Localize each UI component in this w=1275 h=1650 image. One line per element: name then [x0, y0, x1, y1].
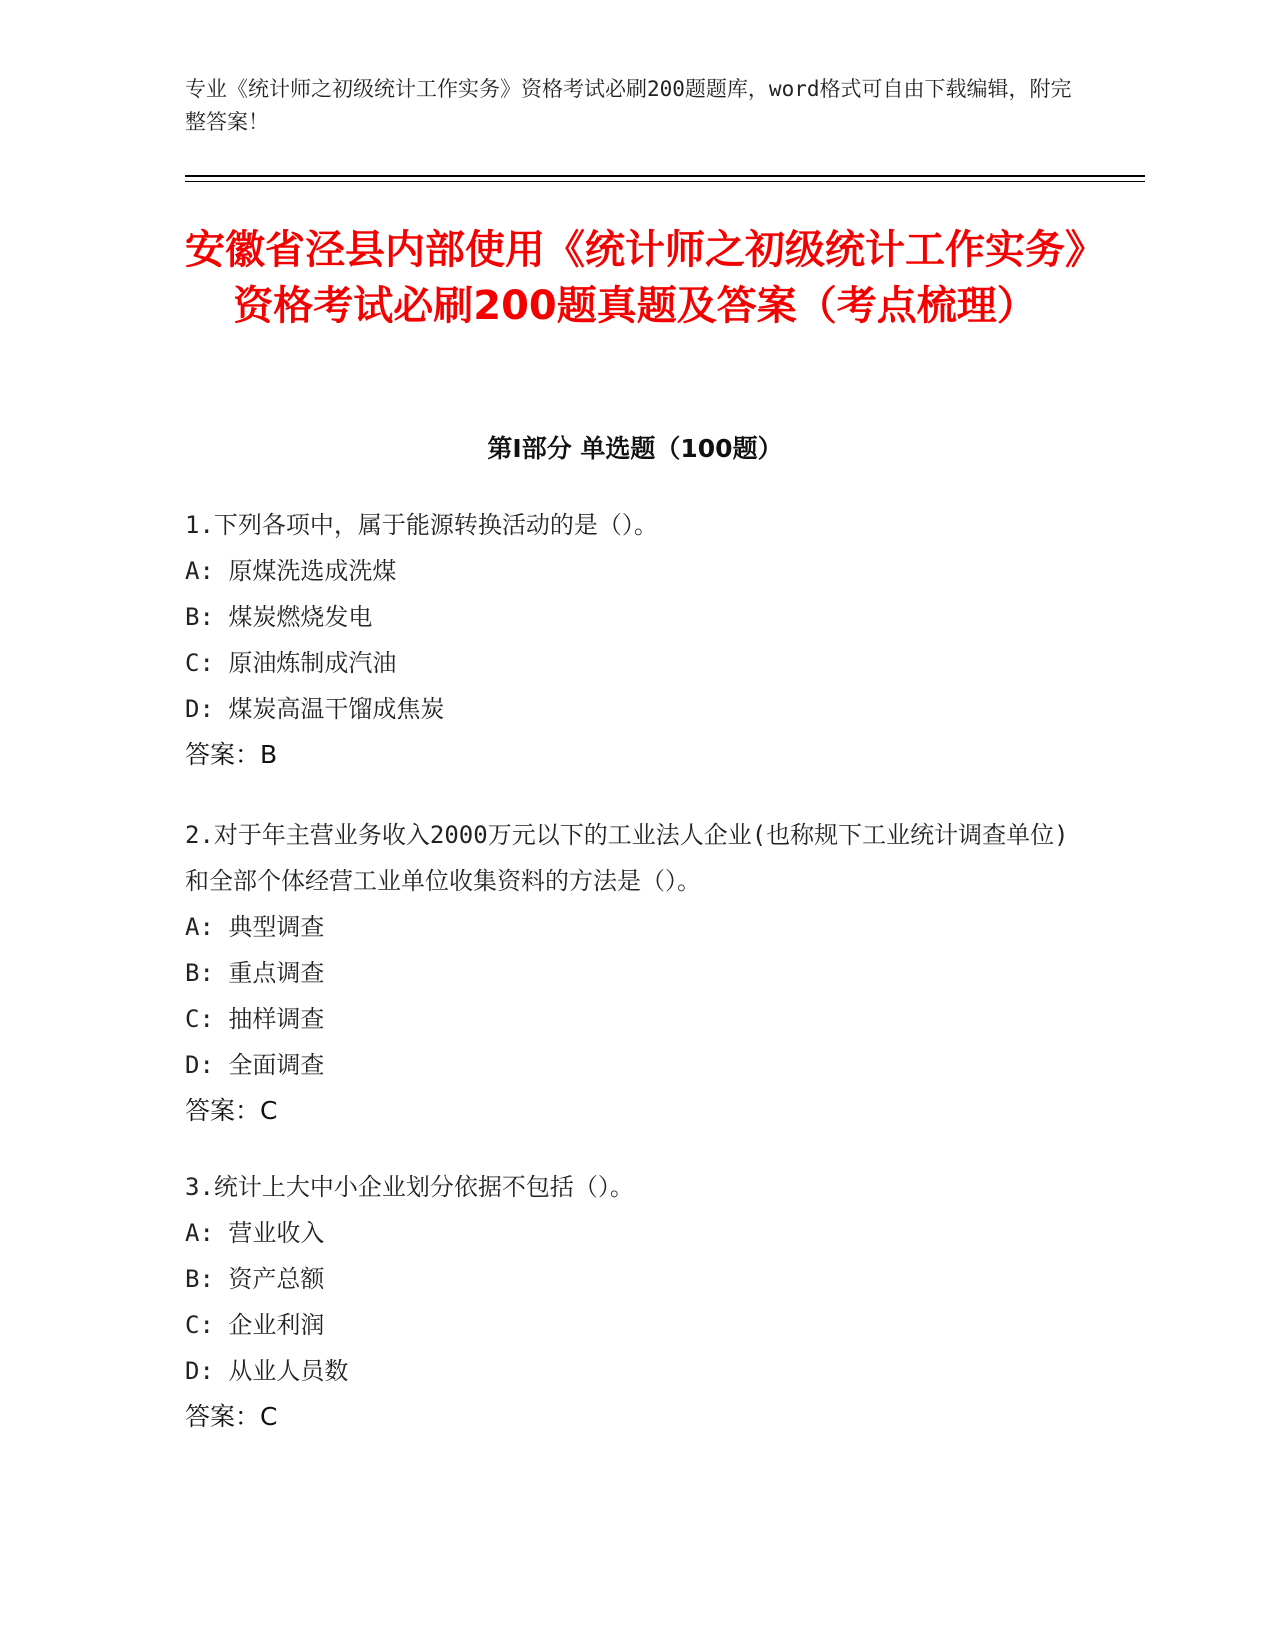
option-b: B: 重点调查 [185, 959, 325, 987]
option-b: B: 资产总额 [185, 1265, 325, 1293]
option-c: C: 企业利润 [185, 1311, 325, 1339]
option-d: D: 全面调查 [185, 1051, 325, 1079]
option-c: C: 抽样调查 [185, 1005, 325, 1033]
header-note: 专业《统计师之初级统计工作实务》资格考试必刷200题题库，word格式可自由下载编辑，附完整答案！ [185, 77, 1072, 134]
question-stem: 1.下列各项中，属于能源转换活动的是（）。 [185, 511, 658, 539]
option-b: B: 煤炭燃烧发电 [185, 603, 373, 631]
option-a: A: 典型调查 [185, 913, 325, 941]
question-stem: 3.统计上大中小企业划分依据不包括（）。 [185, 1173, 634, 1201]
question-1 [185, 502, 1085, 778]
question-3 [185, 1164, 1085, 1440]
answer: 答案：B [185, 740, 278, 769]
option-a: A: 营业收入 [185, 1219, 325, 1247]
answer: 答案：C [185, 1402, 278, 1431]
option-a: A: 原煤洗选成洗煤 [185, 557, 397, 585]
question-2 [185, 812, 1085, 1134]
section-heading: 第Ⅰ部分 单选题（100题） [487, 434, 783, 463]
question-stem: 2.对于年主营业务收入2000万元以下的工业法人企业(也称规下工业统计调查单位)和全部个体经营工业单位收集资料的方法是（）。 [185, 821, 1069, 895]
option-c: C: 原油炼制成汽油 [185, 649, 397, 677]
header-divider-thick [185, 175, 1145, 177]
option-d: D: 煤炭高温干馏成焦炭 [185, 695, 445, 723]
option-d: D: 从业人员数 [185, 1357, 349, 1385]
header-divider-thin [185, 181, 1145, 182]
answer: 答案：C [185, 1096, 278, 1125]
document-title: 安徽省泾县内部使用《统计师之初级统计工作实务》资格考试必刷200题真题及答案（考点梳理） [185, 227, 1085, 329]
